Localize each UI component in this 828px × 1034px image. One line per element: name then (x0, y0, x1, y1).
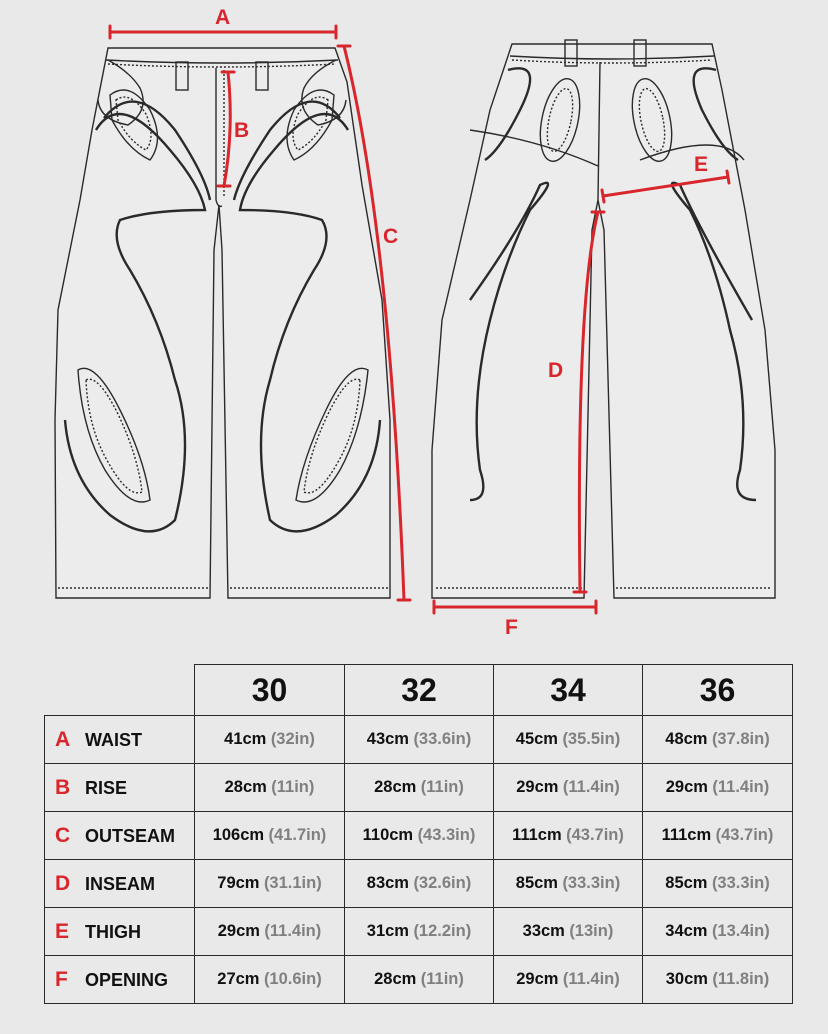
measurement-row-waist (45, 716, 793, 764)
size-value-cell (643, 860, 793, 908)
size-value-cell (494, 764, 643, 812)
value-inch: (32in) (270, 730, 315, 748)
value-cm: 43cm (366, 730, 409, 748)
size-value-cell (345, 716, 494, 764)
dimension-label-e: E (694, 153, 709, 176)
size-value-cell (345, 812, 494, 860)
value-cm: 85cm (665, 874, 708, 892)
value-cm: 29cm (665, 778, 708, 796)
row-letter: A (55, 727, 71, 751)
measurement-row-rise (45, 764, 793, 812)
value-cm: 34cm (665, 922, 708, 940)
size-value-cell (195, 716, 345, 764)
size-value-cell (195, 812, 345, 860)
value-inch: (43.7in) (715, 826, 774, 844)
value-cm: 79cm (217, 874, 260, 892)
size-value-cell (195, 908, 345, 956)
value-inch: (11.8in) (712, 970, 770, 988)
value-cm: 29cm (516, 970, 559, 988)
dimension-label-f: F (505, 616, 518, 639)
value-inch: (12.2in) (413, 922, 472, 940)
value-cm: 85cm (515, 874, 558, 892)
front-view-pants (55, 48, 390, 598)
header-blank-cell (45, 665, 195, 716)
row-label (45, 860, 195, 908)
value-cm: 48cm (665, 730, 708, 748)
row-label (45, 812, 195, 860)
value-cm: 111cm (512, 826, 562, 844)
value-inch: (13.4in) (711, 922, 770, 940)
size-value-cell (494, 812, 643, 860)
size-header-row (45, 665, 793, 716)
value-inch: (32.6in) (413, 874, 472, 892)
value-cm: 83cm (366, 874, 409, 892)
row-name: WAIST (85, 729, 142, 750)
value-cm: 28cm (224, 778, 267, 796)
value-inch: (11.4in) (264, 922, 322, 940)
back-view-pants (432, 40, 775, 598)
size-value-cell (643, 956, 793, 1004)
value-inch: (33.3in) (711, 874, 770, 892)
value-cm: 111cm (661, 826, 712, 844)
row-label (45, 764, 195, 812)
value-inch: (11in) (271, 778, 315, 796)
value-inch: (35.5in) (562, 730, 621, 748)
row-name: INSEAM (85, 873, 156, 894)
value-inch: (37.8in) (711, 730, 770, 748)
value-inch: (33.3in) (562, 874, 621, 892)
value-inch: (11in) (420, 778, 464, 796)
value-cm: 45cm (515, 730, 558, 748)
value-cm: 31cm (366, 922, 409, 940)
size-value-cell (643, 812, 793, 860)
row-letter: D (55, 871, 71, 895)
value-inch: (10.6in) (263, 970, 322, 988)
value-cm: 29cm (217, 922, 260, 940)
size-value-cell (643, 908, 793, 956)
row-name: RISE (85, 777, 128, 798)
value-cm: 33cm (522, 922, 565, 940)
row-name: OPENING (85, 969, 169, 990)
value-cm: 41cm (224, 730, 267, 748)
row-letter: F (55, 967, 68, 991)
value-cm: 29cm (516, 778, 559, 796)
value-cm: 110cm (362, 826, 414, 844)
row-label (45, 956, 195, 1004)
value-inch: (11in) (420, 970, 464, 988)
measurement-row-thigh (45, 908, 793, 956)
value-inch: (43.7in) (566, 826, 624, 844)
row-letter: E (55, 919, 70, 943)
size-value-cell (494, 860, 643, 908)
size-header-34: 34 (494, 665, 643, 716)
row-letter: B (55, 775, 71, 799)
row-letter: C (55, 823, 71, 847)
dimension-label-c: C (383, 225, 399, 248)
size-value-cell (643, 764, 793, 812)
measurement-row-opening (45, 956, 793, 1004)
size-value-cell (494, 908, 643, 956)
size-value-cell (643, 716, 793, 764)
value-inch: (43.3in) (417, 826, 476, 844)
row-label (45, 716, 195, 764)
value-cm: 28cm (374, 970, 417, 988)
dimension-label-a: A (215, 6, 231, 29)
size-value-cell (345, 764, 494, 812)
value-inch: (31.1in) (263, 874, 322, 892)
size-header-36: 36 (643, 665, 793, 716)
value-inch: (11.4in) (562, 778, 620, 796)
value-cm: 30cm (665, 970, 708, 988)
row-name: OUTSEAM (85, 825, 175, 846)
size-header-32: 32 (345, 665, 494, 716)
row-label (45, 908, 195, 956)
size-value-cell (494, 716, 643, 764)
value-inch: (41.7in) (268, 826, 327, 844)
size-value-cell (345, 860, 494, 908)
measurement-row-outseam (45, 812, 793, 860)
size-header-30: 30 (195, 665, 345, 716)
size-value-cell (195, 860, 345, 908)
value-inch: (13in) (569, 922, 614, 940)
size-chart-table (44, 664, 793, 1004)
value-cm: 28cm (374, 778, 417, 796)
value-inch: (33.6in) (413, 730, 472, 748)
measurement-row-inseam (45, 860, 793, 908)
size-value-cell (195, 956, 345, 1004)
value-inch: (11.4in) (562, 970, 620, 988)
value-cm: 27cm (217, 970, 260, 988)
size-value-cell (345, 956, 494, 1004)
row-name: THIGH (85, 921, 141, 942)
dimension-label-d: D (548, 359, 564, 382)
size-value-cell (345, 908, 494, 956)
value-cm: 106cm (212, 826, 265, 844)
size-value-cell (494, 956, 643, 1004)
value-inch: (11.4in) (712, 778, 770, 796)
dimension-label-b: B (234, 119, 250, 142)
size-value-cell (195, 764, 345, 812)
